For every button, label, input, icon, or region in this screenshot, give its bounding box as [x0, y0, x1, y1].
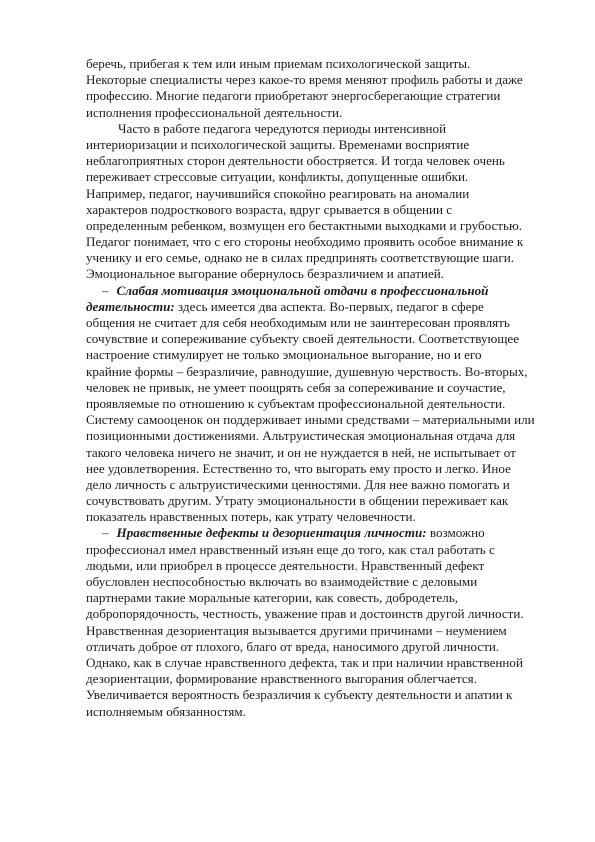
line-text: общения не считает для себя необходимым или не заинтересован проявлять	[86, 315, 510, 330]
line-text: переживает стрессовые ситуации, конфликты, допущенные ошибки.	[86, 169, 469, 185]
line-text: Например, педагог, научившийся спокойно реагировать на аномалии	[86, 185, 470, 201]
text-line	[86, 299, 546, 315]
text-line	[86, 364, 546, 380]
text-line	[86, 186, 546, 202]
text-line	[86, 509, 546, 525]
list-dash: –	[102, 282, 109, 298]
line-text: интериоризации и психологической защиты. Временами восприятие	[86, 136, 470, 152]
text-line	[86, 153, 546, 169]
text-line	[86, 283, 546, 299]
line-text: сочувствие и сопереживание субъекту своей деятельности. Соответствующее	[86, 331, 520, 347]
line-text: профессию. Многие педагоги приобретают энергосберегающие стратегии	[86, 88, 501, 104]
document-body	[86, 56, 546, 720]
text-line	[86, 347, 546, 363]
line-text: партнерами такие моральные категории, как совесть, добродетель,	[86, 590, 459, 606]
line-text: Эмоциональное выгорание обернулось безразличием и апатией.	[86, 266, 445, 282]
text-line	[86, 234, 546, 250]
text-line	[86, 477, 546, 493]
line-text: сочувствовать другим. Утрату эмоциональности в общении переживает как	[86, 493, 509, 509]
text-line	[86, 461, 546, 477]
line-text: добропорядочность, честность, уважение прав и достоинств другой личности.	[86, 606, 524, 622]
line-text: людьми, или приобрел в процессе деятельности. Нравственный дефект	[86, 557, 485, 573]
text-line	[86, 218, 546, 234]
line-text: крайние формы – безразличие, равнодушие, душевную черствость. Во-вторых,	[86, 363, 528, 379]
text-line	[86, 412, 546, 428]
text-line	[86, 558, 546, 574]
line-text: Некоторые специалисты через какое-то время меняют профиль работы и даже	[86, 72, 523, 88]
emphasized-heading: Нравственные дефекты и дезориентация личности:	[116, 525, 427, 541]
text-line	[86, 639, 546, 655]
text-line	[86, 671, 546, 687]
text-line	[86, 88, 546, 104]
emphasized-heading: деятельности:	[86, 298, 175, 314]
text-line	[86, 56, 546, 72]
line-text: возможно	[426, 525, 485, 541]
text-line	[86, 72, 546, 88]
text-line	[86, 396, 546, 412]
line-text: исполнения профессиональной деятельности.	[86, 104, 343, 120]
text-line	[86, 704, 546, 720]
line-text: исполняемым обязанностям.	[86, 703, 246, 719]
text-line	[86, 121, 546, 137]
line-text: настроение стимулирует не только эмоциональное выгорание, но и его	[86, 347, 482, 363]
line-text: дезориентации, формирование нравственного выгорания облегчается.	[86, 671, 477, 687]
text-line	[86, 445, 546, 461]
line-text: Часто в работе педагога чередуются периоды интенсивной	[118, 120, 447, 136]
text-line	[86, 331, 546, 347]
text-line	[86, 250, 546, 266]
line-text: проявляемые по отношению к субъектам профессиональной деятельности.	[86, 395, 506, 411]
text-line	[86, 687, 546, 703]
line-text: определенным ребенком, возмущен его бестактными выходками и грубостью.	[86, 217, 523, 233]
text-line	[86, 493, 546, 509]
text-line	[86, 590, 546, 606]
line-text: неблагоприятных сторон деятельности обостряется. И тогда человек очень	[86, 153, 505, 169]
text-line	[86, 542, 546, 558]
line-text: Однако, как в случае нравственного дефекта, так и при наличии нравственной	[86, 654, 523, 670]
line-text: показатель нравственных потерь, как утрату человечности.	[86, 509, 416, 525]
line-text: отличать доброе от плохого, благо от вреда, наносимого другой личности.	[86, 638, 500, 654]
line-text: Нравственная дезориентация вызывается другими причинами – неумением	[86, 622, 507, 638]
line-text: нее удовлетворения. Естественно то, что выгорать ему просто и легко. Иное	[86, 460, 511, 476]
line-text: профессионал имел нравственный изъян еще до того, как стал работать с	[86, 541, 495, 557]
line-text: дело личность с альтруистическими ценностями. Для нее важно помогать и	[86, 476, 510, 492]
text-line	[86, 428, 546, 444]
line-text: ученику и его семье, однако не в силах предпринять соответствующие шаги.	[86, 250, 514, 266]
text-line	[86, 105, 546, 121]
line-text: Систему самооценок он поддерживает иными средствами – материальными или	[86, 412, 535, 428]
line-text: Педагог понимает, что с его стороны необходимо проявить особое внимание к	[86, 234, 524, 250]
text-line	[86, 655, 546, 671]
text-line	[86, 574, 546, 590]
text-line	[86, 137, 546, 153]
text-line	[86, 525, 546, 541]
line-text: такого человека ничего не значит, и он не нуждается в ней, не испытывает от	[86, 444, 516, 460]
line-text: позиционными достижениями. Альтруистическая эмоциональная отдача для	[86, 428, 516, 444]
text-line	[86, 266, 546, 282]
text-line	[86, 202, 546, 218]
line-text: характеров подросткового возраста, вдруг срывается в общении с	[86, 201, 453, 217]
text-line	[86, 606, 546, 622]
text-line	[86, 380, 546, 396]
text-line	[86, 623, 546, 639]
line-text: обусловлен неспособностью включать во взаимодействие с деловыми	[86, 574, 478, 589]
line-text: здесь имеется два аспекта. Во-первых, педагог в сфере	[174, 298, 484, 314]
line-text: Увеличивается вероятность безразличия к субъекту деятельности и апатии к	[86, 687, 513, 703]
emphasized-heading: Слабая мотивация эмоциональной отдачи в профессиональной	[116, 282, 489, 298]
line-text: человек не привык, не умеет поощрять себя за сопереживание и соучастие,	[86, 379, 506, 395]
text-line	[86, 169, 546, 185]
text-line	[86, 315, 546, 331]
line-text: беречь, прибегая к тем или иным приемам психологической защиты.	[86, 56, 471, 71]
list-dash: –	[102, 525, 109, 541]
